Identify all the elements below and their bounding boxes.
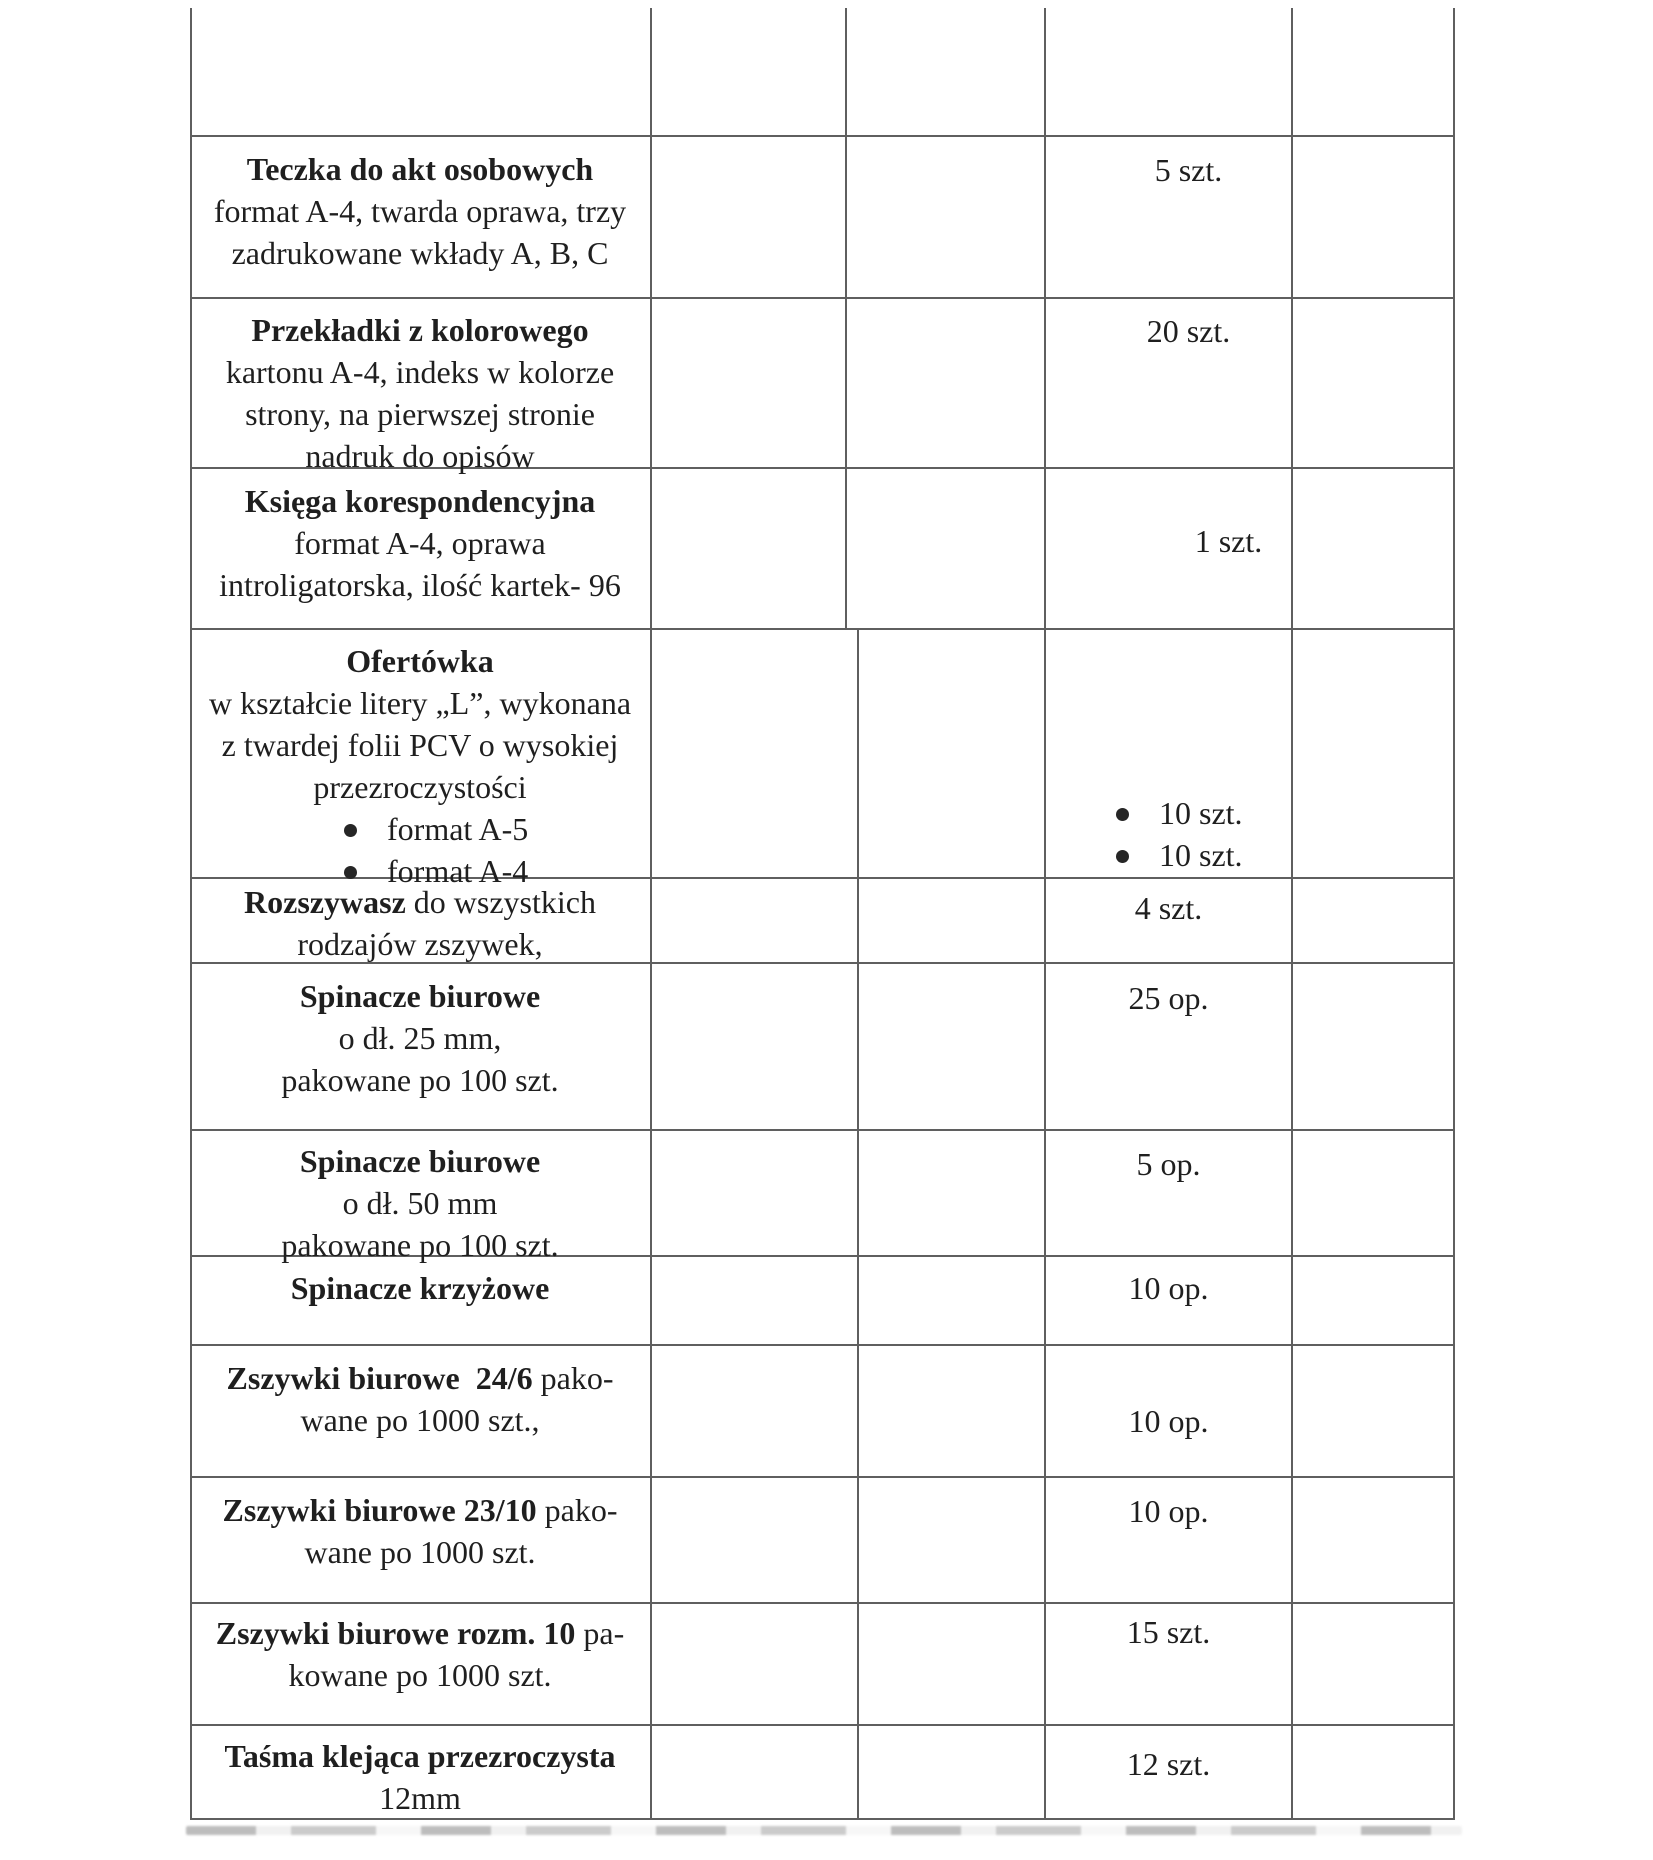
- item-bullet-line: [192, 808, 648, 850]
- item-title-line: [192, 1612, 648, 1654]
- item-detail-line: o dł. 25 mm,: [338, 1020, 502, 1056]
- table-row: [190, 1129, 1455, 1263]
- item-name: Zszywki biurowe 23/10: [222, 1492, 537, 1528]
- table-row: [190, 628, 1455, 889]
- item-title-line: [192, 480, 648, 522]
- item-title-line: [192, 309, 648, 351]
- item-title-line: [192, 1140, 648, 1182]
- item-title-line: [192, 1735, 648, 1777]
- item-detail-line: 12mm: [379, 1780, 461, 1816]
- item-title-line: [192, 975, 648, 1017]
- quantity-value: 5 op.: [1136, 1146, 1201, 1182]
- table-row: [190, 962, 1455, 1129]
- item-name: Taśma klejąca przezroczysta: [224, 1738, 616, 1774]
- item-description-cell: [192, 628, 648, 892]
- quantity-cell: [1046, 962, 1291, 1019]
- quantity-cell: [1046, 1724, 1291, 1785]
- item-detail-line: format A-4, oprawa: [294, 525, 546, 561]
- quantity-cell: [1046, 877, 1291, 929]
- quantity-value: 5 szt.: [1154, 152, 1223, 188]
- item-bullet-text: format A-5: [387, 811, 529, 847]
- quantity-cell: [1046, 1129, 1291, 1185]
- quantity-value: 10 szt.: [1159, 795, 1243, 831]
- item-detail-line: format A-4, twarda oprawa, trzy: [213, 193, 627, 229]
- item-detail-line: kartonu A-4, indeks w kolorze: [225, 354, 615, 390]
- table-row: [190, 467, 1455, 628]
- item-detail-line: nadruk do opisów: [305, 438, 535, 474]
- item-description-cell: [192, 1129, 648, 1266]
- item-detail-line: kowane po 1000 szt.: [288, 1657, 552, 1693]
- item-name: Zszywki biurowe 24/6: [226, 1360, 533, 1396]
- item-description-cell: [192, 1724, 648, 1819]
- item-name: Spinacze krzyżowe: [290, 1270, 550, 1306]
- table-row: [190, 1255, 1455, 1344]
- bullet-icon: [1116, 808, 1129, 821]
- item-description-cell: [192, 467, 648, 606]
- table-row: [190, 1476, 1455, 1602]
- table-row: [190, 1602, 1455, 1724]
- quantity-bullet-line: [1046, 834, 1291, 876]
- item-name-continuation: pako-: [536, 1492, 618, 1528]
- quantity-cell: [1046, 1344, 1291, 1442]
- table-row: [190, 1724, 1455, 1820]
- bullet-icon: [344, 824, 357, 837]
- item-name: Księga korespondencyjna: [244, 483, 596, 519]
- item-description-cell: [192, 1255, 648, 1309]
- item-description-cell: [192, 1476, 648, 1573]
- item-detail-line: wane po 1000 szt.: [304, 1534, 536, 1570]
- item-detail-line: o dł. 50 mm: [342, 1185, 498, 1221]
- item-detail-line: pakowane po 100 szt.: [281, 1062, 559, 1098]
- quantity-value: 1 szt.: [1194, 523, 1263, 559]
- quantity-value: 10 op.: [1128, 1270, 1209, 1306]
- table-row: [190, 297, 1455, 474]
- item-name: Ofertówka: [346, 643, 494, 679]
- item-title-line: [192, 881, 648, 923]
- quantity-cell: [1046, 1255, 1291, 1309]
- supplies-table: [190, 8, 1455, 1820]
- quantity-cell: [1046, 628, 1291, 876]
- item-description-cell: [192, 135, 648, 274]
- item-detail-line: w kształcie litery „L”, wykonana: [208, 685, 632, 721]
- table-row: [190, 1344, 1455, 1476]
- item-detail-line: rodzajów zszywek,: [297, 926, 543, 962]
- item-description-cell: [192, 962, 648, 1101]
- item-name-continuation: pako-: [532, 1360, 614, 1396]
- item-description-cell: [192, 877, 648, 965]
- table-row: [190, 135, 1455, 297]
- item-title-line: [192, 1357, 648, 1399]
- quantity-value: 15 szt.: [1126, 1614, 1211, 1650]
- item-name: Przekładki z kolorowego: [251, 312, 589, 348]
- item-detail-line: zadrukowane wkłady A, B, C: [231, 235, 609, 271]
- quantity-cell: [1046, 1476, 1291, 1532]
- item-name-continuation: do wszystkich: [405, 884, 596, 920]
- quantity-value: 4 szt.: [1134, 890, 1203, 926]
- bullet-icon: [1116, 850, 1129, 863]
- quantity-value: 10 op.: [1128, 1493, 1209, 1529]
- quantity-cell: [1046, 467, 1351, 562]
- item-name: Rozszywasz: [244, 884, 406, 920]
- quantity-cell: [1046, 297, 1311, 352]
- item-detail-line: introligatorska, ilość kartek- 96: [219, 567, 621, 603]
- item-title-line: [192, 1267, 648, 1309]
- quantity-bullet-line: [1046, 792, 1291, 834]
- item-title-line: [192, 640, 648, 682]
- scan-artifact-band: [186, 1826, 1462, 1835]
- item-description-cell: [192, 1344, 648, 1441]
- table-row: [190, 877, 1455, 962]
- item-title-line: [192, 1489, 648, 1531]
- item-detail-line: strony, na pierwszej stronie: [245, 396, 595, 432]
- item-title-line: [192, 148, 648, 190]
- quantity-cell: [1046, 1602, 1291, 1653]
- quantity-value: 25 op.: [1128, 980, 1209, 1016]
- item-detail-line: przezroczystości: [313, 769, 527, 805]
- item-name: Teczka do akt osobowych: [246, 151, 594, 187]
- table-row: [190, 8, 1455, 135]
- quantity-value: 12 szt.: [1126, 1746, 1211, 1782]
- item-name: Spinacze biurowe: [299, 978, 541, 1014]
- quantity-cell: [1046, 135, 1311, 191]
- quantity-value: 10 szt.: [1159, 837, 1243, 873]
- item-name: Spinacze biurowe: [299, 1143, 541, 1179]
- item-name: Zszywki biurowe rozm. 10: [215, 1615, 576, 1651]
- item-detail-line: wane po 1000 szt.,: [300, 1402, 540, 1438]
- item-description-cell: [192, 1602, 648, 1696]
- item-description-cell: [192, 297, 648, 477]
- item-name-continuation: pa-: [575, 1615, 625, 1651]
- quantity-value: 10 op.: [1128, 1403, 1209, 1439]
- item-detail-line: pakowane po 100 szt.: [281, 1227, 559, 1263]
- quantity-value: 20 szt.: [1146, 313, 1231, 349]
- item-detail-line: z twardej folii PCV o wysokiej: [221, 727, 619, 763]
- item-bullet-text: format A-4: [387, 853, 529, 889]
